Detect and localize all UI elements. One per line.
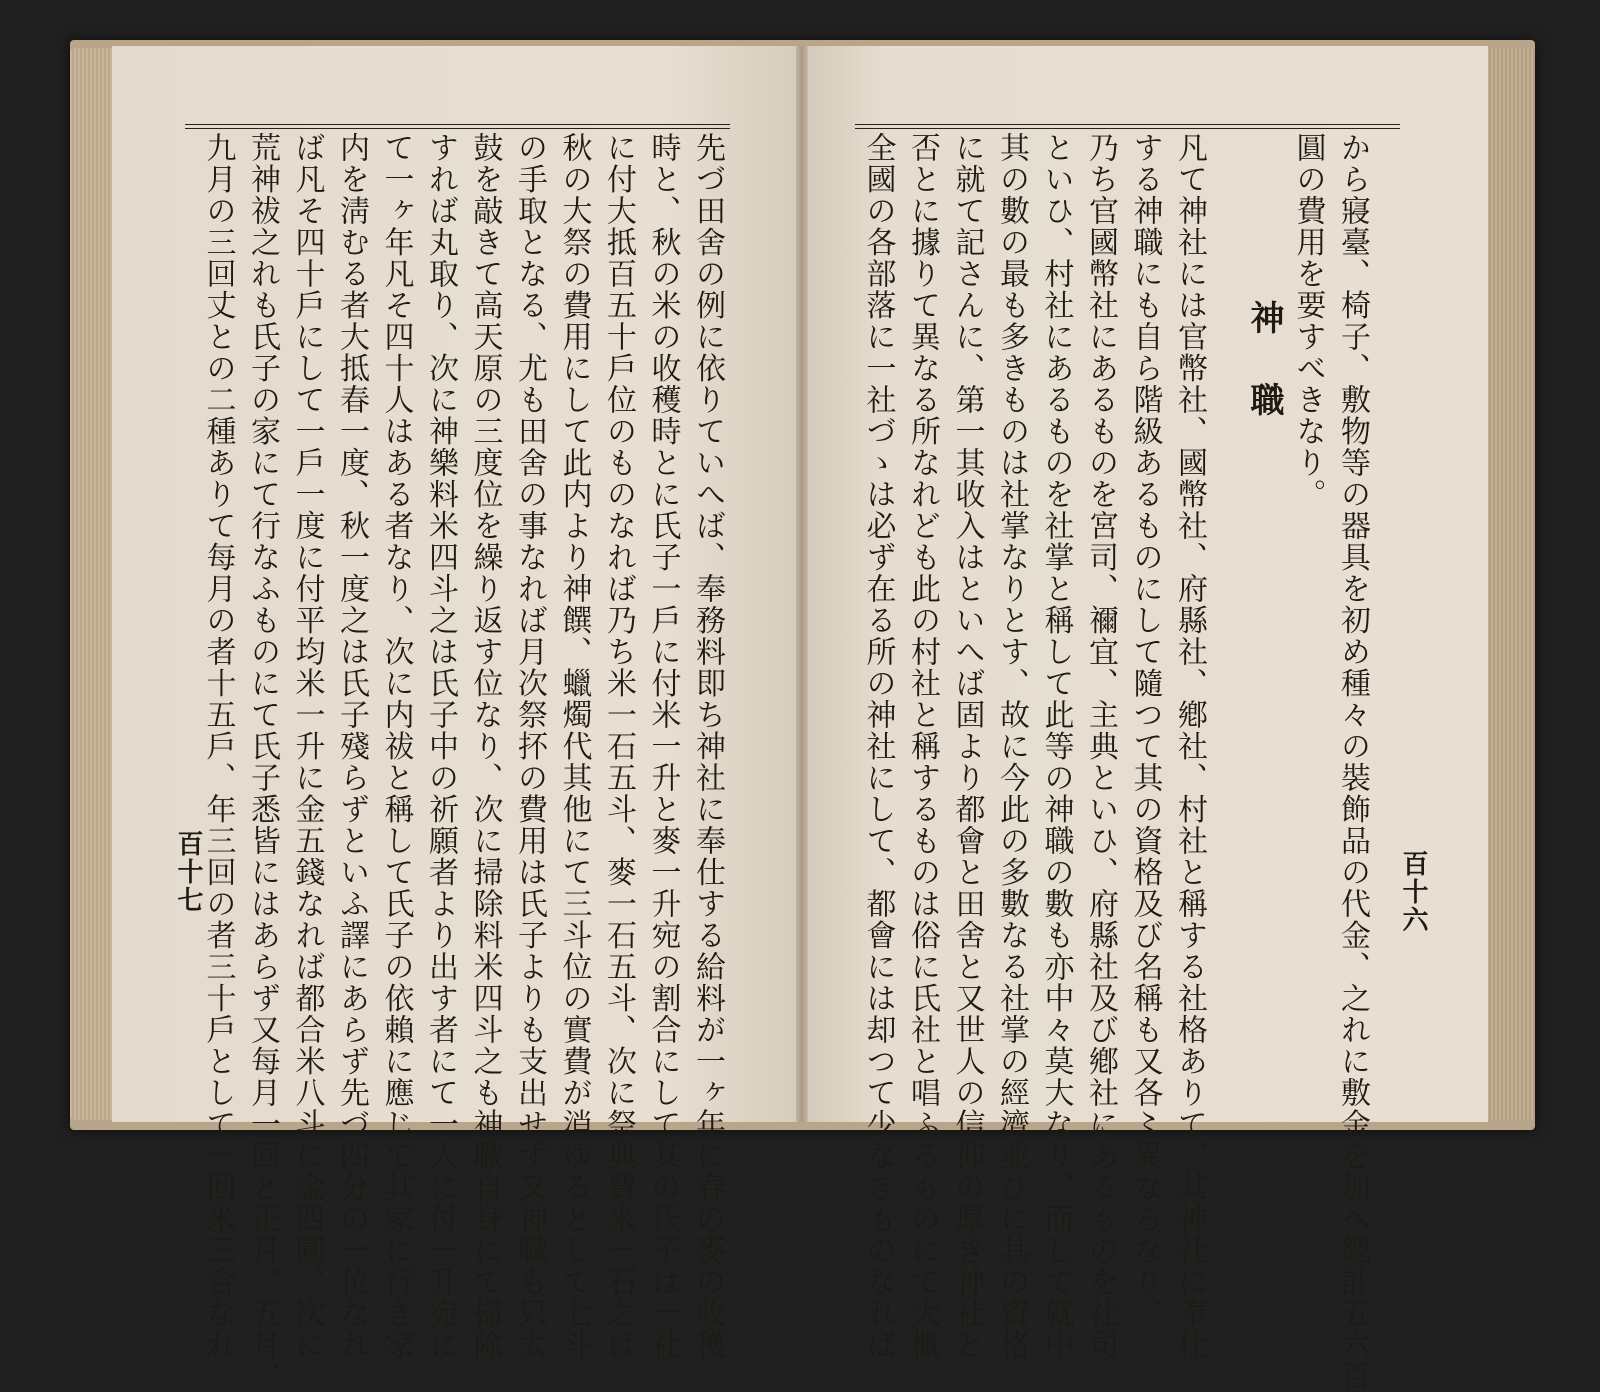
left-page-body-text	[195, 132, 729, 1392]
right-page-number: 百十六	[1398, 850, 1428, 934]
text-line: する神職にも自ら階級あるものにして隨つて其の資格及び名稱も又各〻異なるなり、	[1127, 132, 1163, 1329]
page-edges-right	[1487, 48, 1535, 1120]
text-line: 否とに據りて異なる所なれども此の村社と稱するものは俗に氏社と唱ふるものにて大概	[905, 132, 940, 1361]
text-line: すれば丸取り、次に神樂料米四斗之は氏子中の祈願者より出す者にて一人に付一升宛に	[423, 132, 458, 1361]
right-page-intro-text	[1285, 132, 1374, 1392]
left-page-number: 百十七	[173, 830, 203, 914]
text-line: 時と、秋の米の收穫時とに氏子一戶に付米一升と麥一升宛の割合にして其の氏子は一社	[645, 132, 681, 1361]
text-line: 荒神祓之れも氏子の家にて行なふものにて氏子悉皆にはあらず又每月一回と正月、五月、	[245, 132, 280, 1392]
section-heading: 神職	[1244, 300, 1284, 464]
book-gutter	[796, 46, 808, 1122]
text-line: 九月の三回丈との二種ありて每月の者十五戶、年三回の者三十戶として一回米三合なれ	[200, 132, 236, 1361]
page-edges-left	[70, 48, 114, 1120]
text-line: 凡て神社には官幣社、國幣社、府縣社、鄕社、村社と稱する社格ありて、其神社に奉仕	[1172, 132, 1207, 1361]
text-line: に付大抵百五十戶位のものなれば乃ち米一石五斗、麥一石五斗、次に祭典費米一石之は	[601, 132, 636, 1361]
text-line: といひ、村社にあるものを社掌と稱して此等の神職の數も亦中々莫大なり、而して就中	[1038, 132, 1074, 1361]
right-header-rule	[855, 124, 1400, 129]
left-header-rule	[185, 124, 730, 129]
text-line: の手取となる、尤も田舍の事なれば月次祭抔の費用は氏子よりも支出せず又神職も只太	[512, 132, 547, 1361]
text-line: 秋の大祭の費用にして此内より神饌、蠟燭代其他にて三斗位の實費が消ゆるとして七斗	[556, 132, 592, 1361]
text-line: 先づ田舍の例に依りていへば、奉務料即ち神社に奉仕する給料が一ヶ年に春の麥の收穫	[690, 132, 725, 1361]
text-line: 其の數の最も多きものは社掌なりとす、故に今此の多數なる社掌の經濟並びに其の資格	[994, 132, 1029, 1361]
text-line: て一ヶ年凡そ四十人はある者なり、次に内祓と稱して氏子の依賴に應じて其家に行き家	[378, 132, 414, 1361]
text-line: に就て記さんに、第一其收入はといへば固より都會と田舍と又世人の信仰の厚き神社と	[949, 132, 985, 1361]
right-page-body-text	[855, 132, 1211, 1361]
text-line: 全國の各部落に一社づゝは必ず在る所の神社にして、都會には却つて少なきものなれば	[860, 132, 896, 1361]
text-line: から寢臺、椅子、敷物等の器具を初め種々の裝飾品の代金、之れに敷金を加へ總計五六百	[1335, 132, 1370, 1392]
text-line: 圓の費用を要すべきなり。	[1290, 132, 1326, 510]
text-line: 内を淸むる者大抵春一度、秋一度之は氏子殘らずといふ譯にあらず先づ四分の一位なれ	[334, 132, 369, 1361]
text-line: 乃ち官國幣社にあるものを宮司、禰宜、主典といひ、府縣社及び鄕社にあるものを社司	[1083, 132, 1118, 1361]
text-line: ば凡そ四十戶にして一戶一度に付平均米一升に金五錢なれば都合米八斗に金四圓、次に	[289, 132, 325, 1361]
text-line: 鼓を敲きて高天原の三度位を繰り返す位なり、次に掃除料米四斗之も神職自身にて掃除	[467, 132, 503, 1361]
